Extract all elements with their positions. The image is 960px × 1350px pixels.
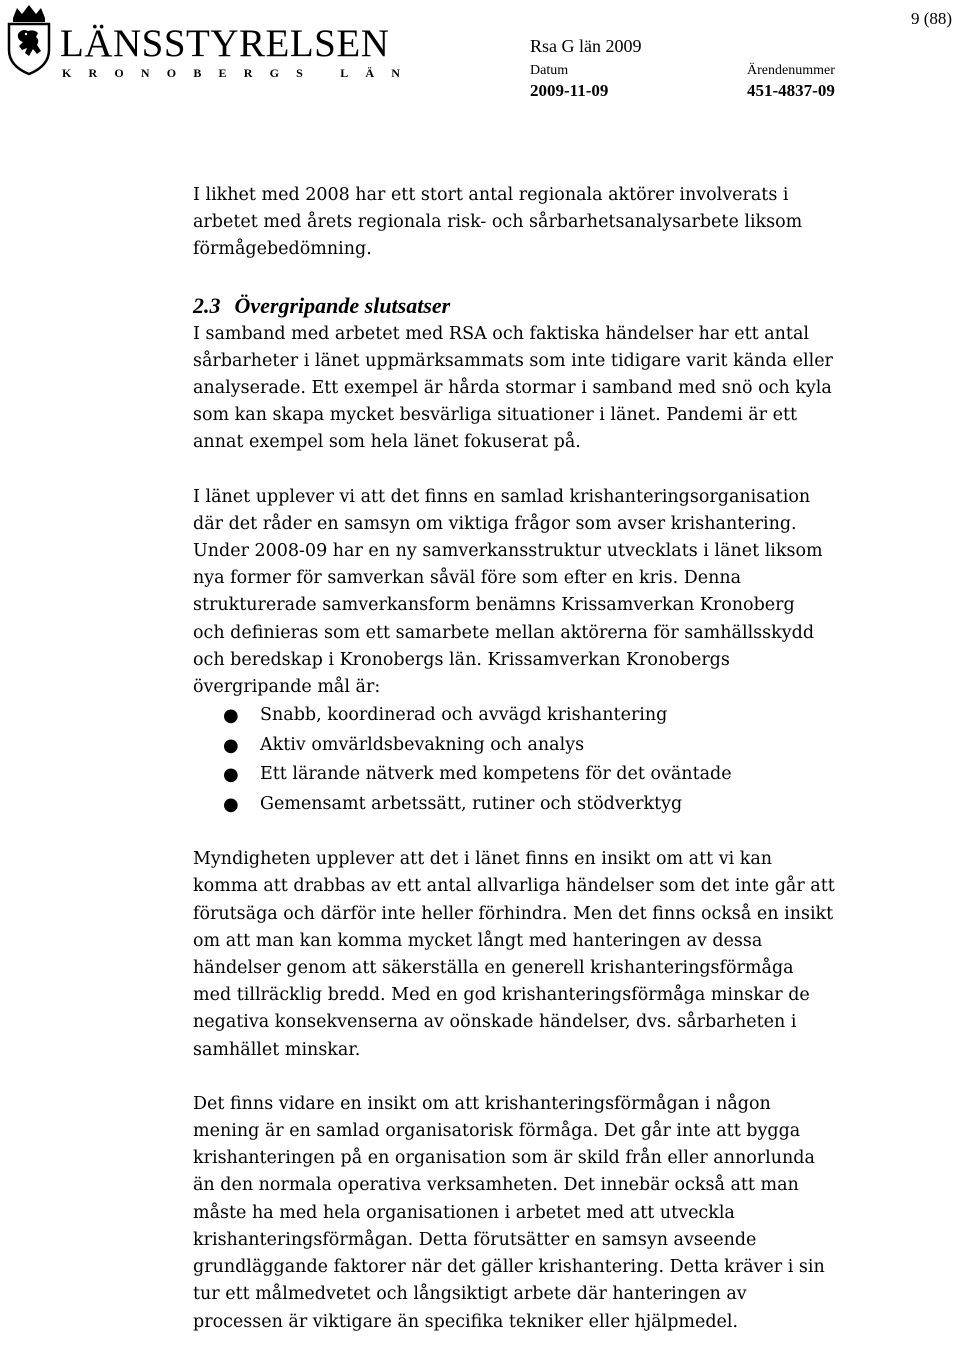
list-item-text: Snabb, koordinerad och avvägd krishantering xyxy=(260,705,668,726)
date-value: 2009-11-09 xyxy=(530,81,609,100)
page-number: 9 (88) xyxy=(911,9,953,28)
case-number-label: Ärendenummer xyxy=(747,63,835,78)
bullet-icon: ● xyxy=(223,793,239,815)
document-header xyxy=(0,0,960,110)
paragraph-insight: Myndigheten upplever att det i länet finns en insikt om att vi kan komma att drabbas av ett antal allvarliga händelser som det inte går att förutsäga och därför inte heller förhindra. Men det finns också en insikt om att man kan komma mycket långt med hanteringen av dessa händelser genom att säkerställa en generell krishanteringsförmåga med tillräcklig bredd. Med en god krishanteringsförmåga minskar de negativa konsekvenserna av oönskade händelser, dvs. sårbarheten i samhället minskar. xyxy=(193,849,835,1060)
logo-subtitle: KRONOBERGS LÄN xyxy=(62,66,418,80)
list-item xyxy=(193,701,923,731)
goals-list xyxy=(193,701,923,819)
document-body xyxy=(193,182,923,1336)
intro-paragraph: I likhet med 2008 har ett stort antal regionala aktörer involverats i arbetet med årets regionala risk- och sårbarhetsanalysarbete liksom förmågebedömning. xyxy=(193,185,803,260)
bullet-icon: ● xyxy=(223,764,239,786)
paragraph-conclusions: I samband med arbetet med RSA och faktiska händelser har ett antal sårbarheter i länet uppmärksammats som inte tidigare varit kända eller analyserade. Ett exempel är hårda stormar i samband med snö och kyla som kan skapa mycket besvärliga situationer i länet. Pandemi är ett annat exempel som hela länet fokuserat på. xyxy=(193,323,833,453)
logo-title: LÄNSSTYRELSEN xyxy=(60,22,390,65)
list-item-text: Aktiv omvärldsbevakning och analys xyxy=(260,734,585,755)
agency-logo xyxy=(4,4,418,84)
bullet-icon: ● xyxy=(223,734,239,756)
section-number: 2.3 xyxy=(193,292,221,318)
paragraph-crisis-organisation: I länet upplever vi att det finns en samlad krishanteringsorganisation där det råder en samsyn om viktiga frågor som avser krishantering. Under 2008-09 har en ny samverkansstruktur utvecklats i länet liksom nya former för samverkan såväl före som efter en kris. Denna strukturerade samverkansform benämns Krissamverkan Kronoberg och definieras som ett samarbete mellan aktörerna för samhällsskydd och beredskap i Kronobergs län. Krissamverkan Kronobergs övergripande mål är: xyxy=(193,486,823,698)
list-item xyxy=(193,790,923,820)
list-item xyxy=(193,731,923,761)
section-title: Övergripande slutsatser xyxy=(234,292,451,318)
list-item xyxy=(193,760,923,790)
paragraph-organisational-capacity: Det finns vidare en insikt om att krishanteringsförmågan i någon mening är en samlad organisatorisk förmåga. Det går inte att bygga krishanteringen på en organisation som är skild från eller annorlunda än den normala operativa verksamheten. Det innebär också att man måste ha med hela organisationen i arbetet med att utveckla krishanteringsförmågan. Detta förutsätter en samsyn avseende grundläggande faktorer när det gäller krishantering. Detta kräver i sin tur ett målmedvetet och långsiktigt arbete där hanteringen av processen är viktigare än specifika tekniker eller hjälpmedel. xyxy=(193,1093,825,1332)
list-item-text: Ett lärande nätverk med kompetens för det oväntade xyxy=(260,764,732,785)
date-label: Datum xyxy=(530,63,569,78)
coat-of-arms-icon xyxy=(4,4,54,76)
document-id: Rsa G län 2009 xyxy=(530,36,642,56)
list-item-text: Gemensamt arbetssätt, rutiner och stödverktyg xyxy=(260,793,683,814)
case-number-value: 451-4837-09 xyxy=(747,81,835,100)
section-heading xyxy=(193,291,923,321)
bullet-icon: ● xyxy=(223,705,239,727)
